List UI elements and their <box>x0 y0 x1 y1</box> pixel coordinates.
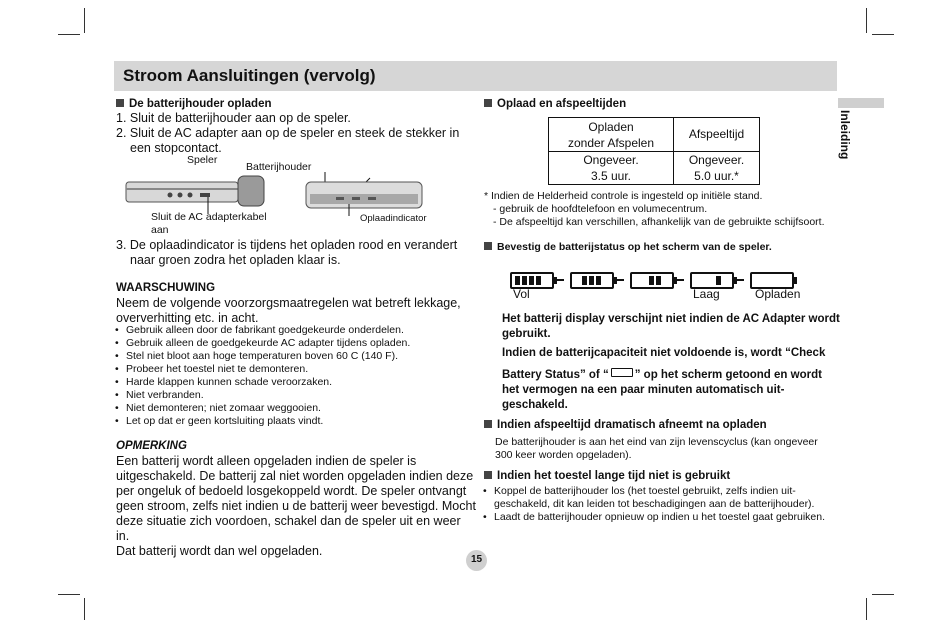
step-3-cont: naar groen zodra het opladen klaar is. <box>130 253 341 267</box>
long-storage-list <box>482 485 842 524</box>
side-tab-label: Inleiding <box>838 110 852 160</box>
battery-info-shutdown: Battery Status” of “ ” op het scherm getoond en wordt het vermogen na een paar minuten automatisch uit- geschakeld. <box>502 369 822 411</box>
section-title-afspeeltijd-afneemt: Indien afspeeltijd dramatisch afneemt na opladen <box>484 419 767 431</box>
section-title-batterijstatus: Bevestig de batterijstatus op het scherm van de speler. <box>484 241 772 253</box>
section-3-text-cont: 300 keer worden opgeladen). <box>495 449 632 461</box>
note-line: Dat batterij wordt dan wel opgeladen. <box>116 544 323 558</box>
table-cell-afspeeltijd: Ongeveer. 5.0 uur.* <box>688 153 745 183</box>
list-item: • Probeer het toestel niet te demonteren. <box>114 363 474 376</box>
battery-info-check: Indien de batterijcapaciteit niet voldoende is, wordt “Check <box>502 347 826 359</box>
figure-label-oplaadindicator: Oplaadindicator <box>360 213 427 224</box>
section-3-text: De batterijhouder is aan het eind van zijn levenscyclus (kan ongeveer <box>495 436 818 448</box>
note-line: deze situatie zich voordoen, schakel dan de speler uit en weer in. <box>116 514 461 543</box>
warning-text-cont: oververhitting etc. in acht. <box>116 311 259 325</box>
note-title: OPMERKING <box>116 440 187 452</box>
figure-label-batterijhouder: Batterijhouder <box>246 161 312 173</box>
section-title-batterijhouder-opladen: De batterijhouder opladen <box>116 98 272 110</box>
battery-label-laag: Laag <box>693 287 720 301</box>
list-item: • Gebruik alleen door de fabrikant goedgekeurde onderdelen. <box>114 324 474 337</box>
step-2: 2. Sluit de AC adapter aan op de speler en steek de stekker in <box>116 126 460 140</box>
list-item: • Harde klappen kunnen schade veroorzaken. <box>114 376 474 389</box>
figure-label-speler: Speler <box>187 154 218 166</box>
note-line: Een batterij wordt alleen opgeladen indien de speler is <box>116 454 417 468</box>
battery-label-opladen: Opladen <box>755 287 801 301</box>
list-item: • Let op dat er geen kortsluiting plaats vindt. <box>114 415 474 428</box>
battery-info-paragraph: Het batterij display verschijnt niet indien de AC Adapter wordt gebruikt. <box>502 313 840 340</box>
figure-label-ac-adapter-cont: aan <box>151 224 169 236</box>
note-line: per ongeluk of bedoeld losgekoppeld wordt. De speler ontvangt <box>116 484 467 498</box>
table-header-afspeeltijd: Afspeeltijd <box>688 127 745 141</box>
page-title: Stroom Aansluitingen (vervolg) <box>123 66 376 85</box>
warning-title: WAARSCHUWING <box>116 282 216 294</box>
note-line: geen stroom, zelfs niet indien u de batterij weer bevestigd. Mocht <box>116 499 476 513</box>
section-title-oplaad-afspeeltijden: Oplaad en afspeeltijden <box>484 98 626 110</box>
footnote-line: - gebruik de hoofdtelefoon en volumecentrum. <box>493 203 708 215</box>
note-line: uitgeschakeld. De batterij zal niet worden opgeladen indien deze <box>116 469 474 483</box>
footnote: * Indien de Helderheid controle is ingesteld op initiële stand. <box>484 190 763 202</box>
figure-label-ac-adapter: Sluit de AC adapterkabel <box>151 211 267 223</box>
step-3: 3. De oplaadindicator is tijdens het opladen rood en verandert <box>116 238 458 252</box>
battery-label-vol: Vol <box>513 287 530 301</box>
section-title-lange-tijd: Indien het toestel lange tijd niet is gebruikt <box>484 470 730 482</box>
footnote-line: - De afspeeltijd kan verschillen, afhankelijk van de gebruikte schijfsoort. <box>493 216 825 228</box>
step-2-cont: een stopcontact. <box>130 141 222 155</box>
empty-battery-icon <box>611 368 633 377</box>
table-cell-opladen: Ongeveer. 3.5 uur. <box>583 153 639 183</box>
list-item: • Stel niet bloot aan hoge temperaturen boven 60 C (140 F). <box>114 350 474 363</box>
list-item: • Niet verbranden. <box>114 389 474 402</box>
list-item: • Gebruik alleen de goedgekeurde AC adapter tijdens opladen. <box>114 337 474 350</box>
list-item: • Laadt de batterijhouder opnieuw op indien u het toestel gaat gebruiken. <box>482 511 842 524</box>
list-item: • Niet demonteren; niet zomaar weggooien. <box>114 402 474 415</box>
table-header-opladen: Opladen zonder Afspelen <box>567 120 655 150</box>
warning-text: Neem de volgende voorzorgsmaatregelen wat betreft lekkage, <box>116 296 461 310</box>
list-item: • Koppel de batterijhouder los (het toestel gebruikt, zelfs indien uit- geschakeld, dit kan leiden tot beschadigingen aan de batterijhouder). <box>482 485 842 511</box>
battery-three-quarter-icon <box>570 272 614 289</box>
step-1: 1. Sluit de batterijhouder aan op de speler. <box>116 111 351 125</box>
battery-half-icon <box>630 272 674 289</box>
page-number: 15 <box>466 550 487 571</box>
